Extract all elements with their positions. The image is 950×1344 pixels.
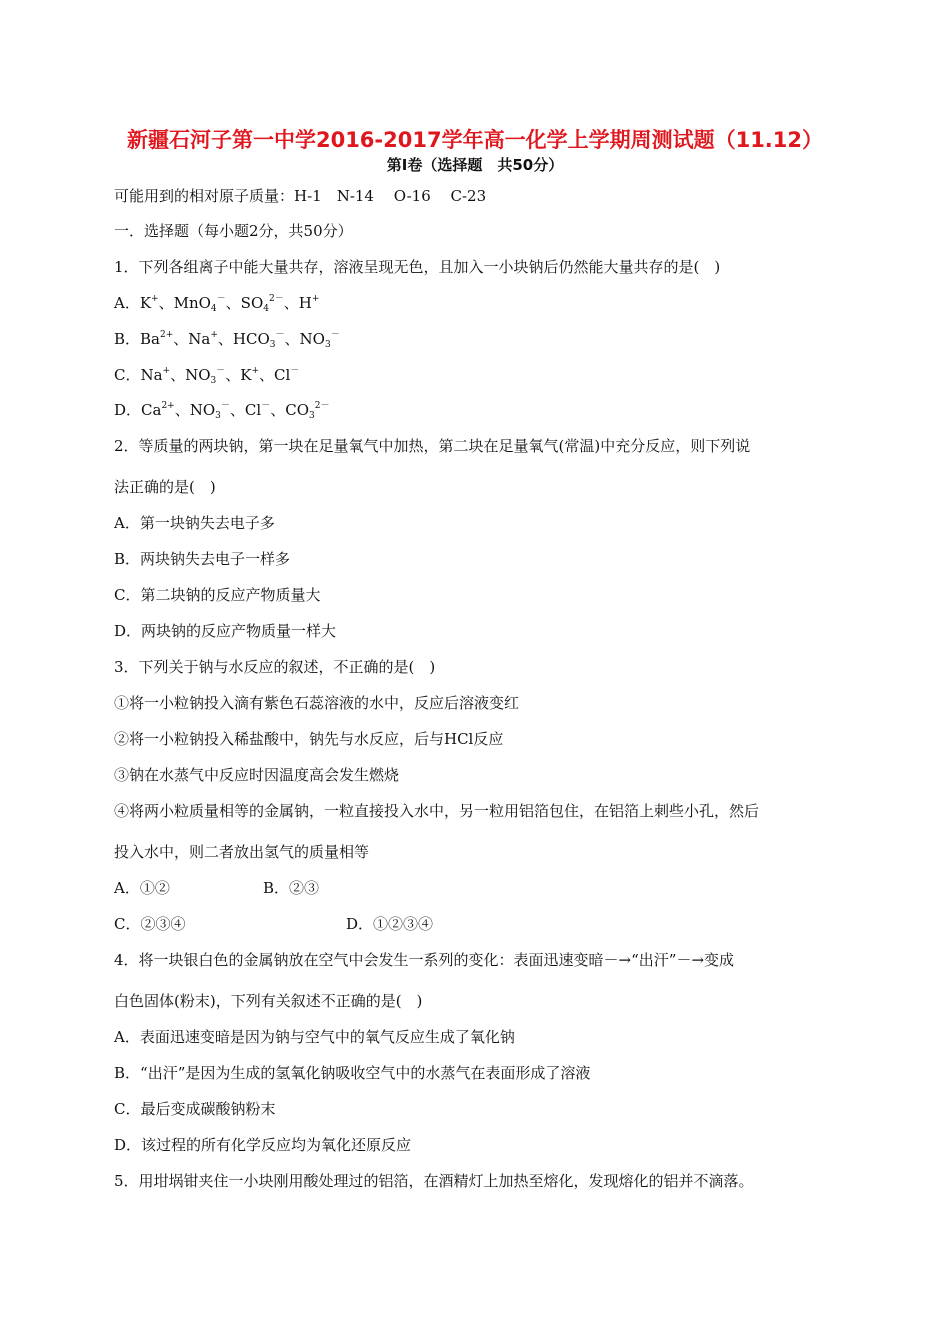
question-3-statement-2: ②将一小粒钠投入稀盐酸中，钠先与水反应，后与HCl反应 bbox=[114, 730, 504, 748]
question-3-statement-1: ①将一小粒钠投入滴有紫色石蕊溶液的水中，反应后溶液变红 bbox=[114, 694, 520, 712]
question-4-stem-line-2: 白色固体(粉末)，下列有关叙述不正确的是( ) bbox=[114, 992, 423, 1010]
question-2-option-c: C．第二块钠的反应产物质量大 bbox=[114, 586, 321, 604]
question-3-statement-4-line-2: 投入水中，则二者放出氢气的质量相等 bbox=[114, 843, 370, 861]
question-1-option-c: C．Na+、$NO_3^-$、K+、Cl－ bbox=[114, 366, 300, 386]
question-4-option-b: B．“出汗”是因为生成的氢氧化钠吸收空气中的水蒸气在表面形成了溶液 bbox=[114, 1064, 591, 1082]
question-3-statement-3: ③钠在水蒸气中反应时因温度高会发生燃烧 bbox=[114, 766, 400, 784]
page-title: 新疆石河子第一中学2016-2017学年高一化学上学期周测试题（11.12） bbox=[126, 128, 824, 152]
question-2-stem-line-1: 2．等质量的两块钠，第一块在足量氧气中加热，第二块在足量氧气(常温)中充分反应，则下列说 bbox=[114, 437, 751, 455]
question-1-stem: 1．下列各组离子中能大量共存，溶液呈现无色，且加入一小块钠后仍然能大量共存的是( ) bbox=[114, 258, 721, 276]
question-3-option-a: A．①② bbox=[114, 879, 170, 897]
question-1-option-a: A．K+、MnO$_4$－、$SO_4^{2-}$、H+ bbox=[114, 294, 320, 314]
section-subtitle: 第Ⅰ卷（选择题 共50分） bbox=[386, 156, 564, 174]
question-3-option-b: B．②③ bbox=[263, 879, 320, 897]
question-1-option-b: B．$Ba^{2+}$、Na+、$HCO_3^-$、$NO_3^-$ bbox=[114, 330, 340, 350]
section-heading: 一．选择题（每小题2分，共50分） bbox=[114, 222, 353, 240]
question-4-option-a: A．表面迅速变暗是因为钠与空气中的氧气反应生成了氧化钠 bbox=[114, 1028, 515, 1046]
question-3-option-c: C．②③④ bbox=[114, 915, 186, 933]
question-4-stem-line-1: 4．将一块银白色的金属钠放在空气中会发生一系列的变化：表面迅速变暗－→“出汗”－→变成 bbox=[114, 951, 735, 969]
question-3-statement-4-line-1: ④将两小粒质量相等的金属钠，一粒直接投入水中，另一粒用铝箔包住，在铝箔上刺些小孔，然后 bbox=[114, 802, 760, 820]
question-2-stem-line-2: 法正确的是( ) bbox=[114, 478, 216, 496]
question-3-option-d: D．①②③④ bbox=[346, 915, 434, 933]
question-2-option-b: B．两块钠失去电子一样多 bbox=[114, 550, 291, 568]
question-2-option-a: A．第一块钠失去电子多 bbox=[114, 514, 275, 532]
atomic-mass-line: 可能用到的相对原子质量：H-1 N-14 O-16 C-23 bbox=[114, 187, 487, 205]
question-1-option-d: D．$Ca^{2+}$、$NO_3^-$、Cl－、$CO_3^{2-}$ bbox=[114, 401, 330, 421]
question-4-option-d: D．该过程的所有化学反应均为氧化还原反应 bbox=[114, 1136, 412, 1154]
question-5-stem: 5．用坩埚钳夹住一小块刚用酸处理过的铝箔，在酒精灯上加热至熔化，发现熔化的铝并不滴落。 bbox=[114, 1172, 754, 1190]
question-2-option-d: D．两块钠的反应产物质量一样大 bbox=[114, 622, 337, 640]
question-3-stem: 3．下列关于钠与水反应的叙述，不正确的是( ) bbox=[114, 658, 436, 676]
question-4-option-c: C．最后变成碳酸钠粉末 bbox=[114, 1100, 276, 1118]
